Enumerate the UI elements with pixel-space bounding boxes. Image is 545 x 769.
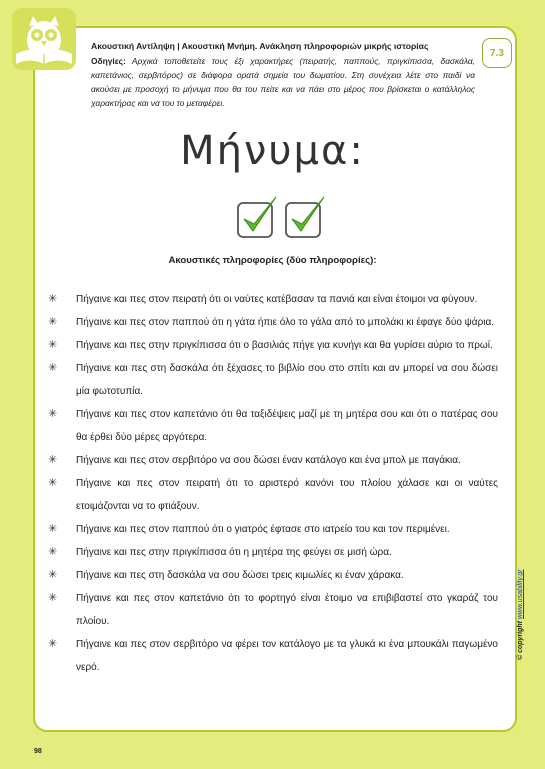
list-item: ✳ Πήγαινε και πες στον καπετάνιο ότι το φορτηγό είναι έτοιμο να επιβιβαστεί στο γκαράζ του πλοίου.	[48, 587, 498, 633]
list-item: ✳ Πήγαινε και πες στη δασκάλα ότι ξέχασες το βιβλίο σου στο σπίτι και αν μπορεί να σου δώσει μία φωτοτυπία.	[48, 357, 498, 403]
message-list	[48, 288, 498, 679]
asterisk-bullet-icon: ✳	[48, 477, 58, 489]
owl-book-logo-icon	[10, 6, 78, 72]
list-item: ✳ Πήγαινε και πες στον σερβιτόρο να φέρει τον κατάλογο με τα γλυκά κι ένα μπουκάλι παγωμένο νερό.	[48, 633, 498, 679]
list-item: ✳ Πήγαινε και πες στον παππού ότι η γάτα ήπιε όλο το γάλα από το μπολάκι κι έφαγε δύο ψάρια.	[48, 311, 498, 334]
two-checkboxes	[236, 193, 336, 245]
instructions	[91, 54, 475, 110]
list-item: ✳ Πήγαινε και πες στον πειρατή ότι οι ναύτες κατέβασαν τα πανιά και είναι έτοιμοι να φύγουν.	[48, 288, 498, 311]
asterisk-bullet-icon: ✳	[48, 546, 58, 558]
list-item: ✳ Πήγαινε και πες στον παππού ότι ο γιατρός έφτασε στο ιατρείο του και τον περιμένει.	[48, 518, 498, 541]
message-title: Μήνυμα:	[180, 128, 365, 174]
worksheet-title: Ακουστική Αντίληψη | Ακουστική Μνήμη. Ανάκληση πληροφοριών μικρής ιστορίας	[91, 41, 429, 51]
asterisk-bullet-icon: ✳	[48, 523, 58, 535]
copyright-link[interactable]: www.usability.gr	[517, 569, 524, 620]
list-item: ✳ Πήγαινε και πες στη δασκάλα να σου δώσει τρεις κιμωλίες κι έναν χάρακα.	[48, 564, 498, 587]
list-item: ✳ Πήγαινε και πες στον σερβιτόρο να σου δώσει έναν κατάλογο και ένα μπολ με παγάκια.	[48, 449, 498, 472]
asterisk-bullet-icon: ✳	[48, 316, 58, 328]
list-item: ✳ Πήγαινε και πες στην πριγκίπισσα ότι η μητέρα της φεύγει σε μισή ώρα.	[48, 541, 498, 564]
list-item: ✳ Πήγαινε και πες στον καπετάνιο ότι θα ταξιδέψεις μαζί με τη μητέρα σου και ότι ο πατέρας σου θα έρθει δύο μέρες αργότερα.	[48, 403, 498, 449]
copyright-label: © copyright	[517, 621, 524, 660]
instructions-text: Αρχικά τοποθετείτε τους έξι χαρακτήρες (πειρατής, παππούς, πριγκίπισσα, δασκάλα, καπετάνιος, σερβιτόρος) σε διάφορα ορατά σημεία του δωματίου. Στη συνέχεια λέτε στο παιδί να ακούσει με προσοχή το μήνυμα που θα του πείτε και να πάει στο μέρος που βρίσκεται ο κατάλληλος χαρακτήρας και να του το μεταφέρει.	[91, 56, 476, 108]
worksheet-number-badge: 7.3	[482, 38, 512, 68]
instructions-lead: Οδηγίες:	[91, 56, 126, 66]
asterisk-bullet-icon: ✳	[48, 293, 58, 305]
asterisk-bullet-icon: ✳	[48, 408, 58, 420]
asterisk-bullet-icon: ✳	[48, 362, 58, 374]
asterisk-bullet-icon: ✳	[48, 454, 58, 466]
list-item: ✳ Πήγαινε και πες στον πειρατή ότι το αριστερό κανόνι του πλοίου χάλασε και οι ναύτες ετοιμάζονται να το φτιάξουν.	[48, 472, 498, 518]
asterisk-bullet-icon: ✳	[48, 638, 58, 650]
list-item: ✳ Πήγαινε και πες στην πριγκίπισσα ότι ο βασιλιάς πήγε για κυνήγι και θα γυρίσει αύριο το πρωί.	[48, 334, 498, 357]
page-number: 98	[34, 748, 42, 755]
asterisk-bullet-icon: ✳	[48, 339, 58, 351]
asterisk-bullet-icon: ✳	[48, 592, 58, 604]
asterisk-bullet-icon: ✳	[48, 569, 58, 581]
copyright-notice	[517, 569, 524, 660]
checked-box-icon	[284, 193, 324, 237]
section-title: Ακουστικές πληροφορίες (δύο πληροφορίες):	[168, 255, 377, 266]
checked-box-icon	[236, 193, 276, 237]
